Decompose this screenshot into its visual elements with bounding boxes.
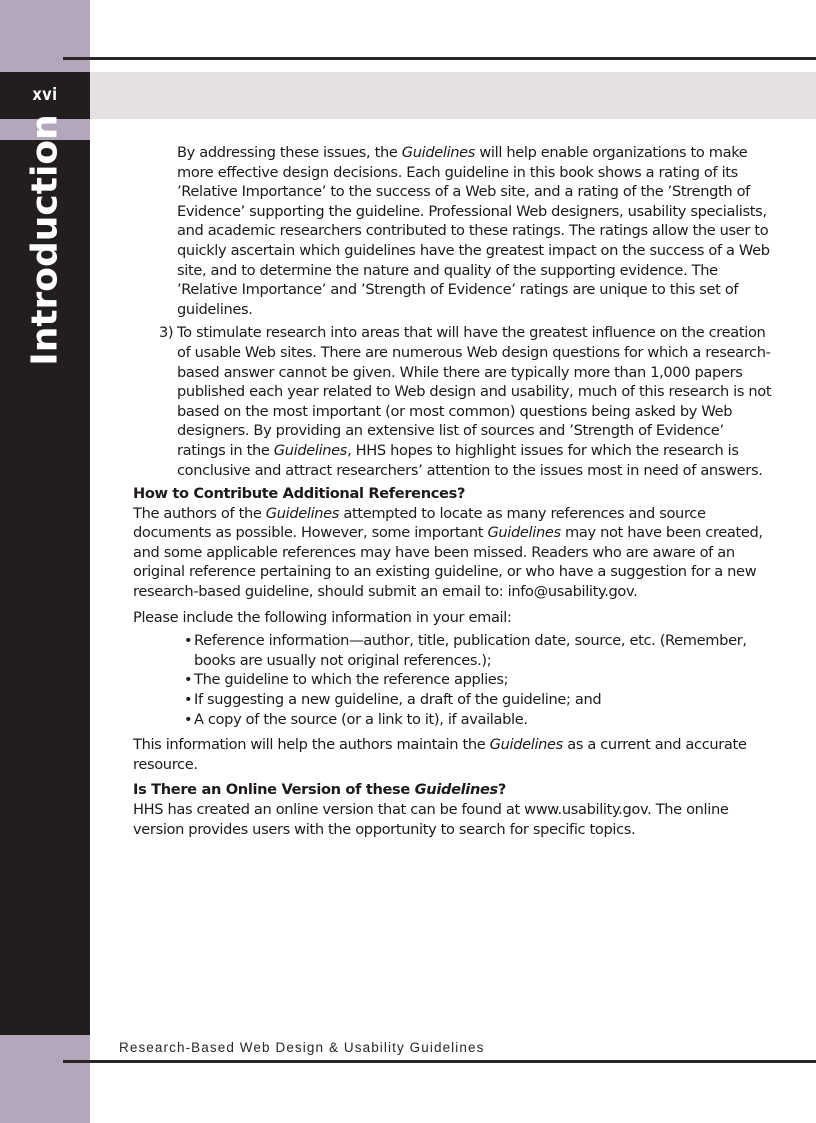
header-band bbox=[90, 72, 816, 119]
heading-contribute: How to Contribute Additional References? bbox=[133, 485, 466, 503]
item-number: 3) bbox=[159, 324, 174, 342]
paragraph-online: HHS has created an online version that can be found at www.usability.gov. The online version provides users with the opportunity to search for specific topics. bbox=[133, 801, 729, 838]
footer-title: Research-Based Web Design & Usability Guidelines bbox=[119, 1040, 485, 1055]
list-item: • Reference information—author, title, publication date, source, etc. (Remember, books are usually not original references.); bbox=[185, 631, 773, 670]
heading-online: Is There an Online Version of these Guidelines? bbox=[133, 781, 506, 799]
paragraph-include: Please include the following information in your email: bbox=[133, 608, 512, 626]
section-title: Introduction bbox=[24, 114, 66, 366]
page-body bbox=[133, 143, 773, 839]
footer-rule bbox=[63, 1060, 816, 1063]
guidelines-italic: Guidelines bbox=[401, 144, 476, 161]
list-item: • The guideline to which the reference applies; bbox=[185, 670, 773, 690]
paragraph-ratings: By addressing these issues, the Guidelines will help enable organizations to make more effective design decisions. Each guideline in this book shows a rating of its ’Relative Importance’ to the success of a Web site, and a rating of the ’Strength of Evidence’ supporting the guideline. Professional Web designers, usability specialists, and academic researchers contributed to these ratings. The ratings allow the user to quickly ascertain which guidelines have the greatest impact on the success of a Web site, and to determine the nature and quality of the supporting evidence. The ’Relative Importance’ and ’Strength of Evidence’ ratings are unique to this set of guidelines. bbox=[177, 144, 770, 318]
guidelines-italic: Guidelines bbox=[273, 441, 348, 459]
bullet-list bbox=[133, 631, 773, 729]
page-number: xvi bbox=[32, 85, 58, 105]
paragraph-contribute: The authors of the Guidelines attempted to locate as many references and source documents as possible. However, some important Guidelines may not have been created, and some applicable references may have been missed. Readers who are aware of an original reference pertaining to an existing guideline, or who have a suggestion for a new research-based guideline, should submit an email to: info@usability.gov. bbox=[133, 504, 763, 601]
numbered-item-3: 3) To stimulate research into areas that will have the greatest influence on the creation of usable Web sites. There are numerous Web design questions for which a research-based answer cannot be given. While there are typically more than 1,000 papers published each year related to Web design and usability, much of this research is not based on the most important (or most common) questions being asked by Web designers. By providing an extensive list of sources and ’Strength of Evidence’ ratings in the Guidelines, HHS hopes to highlight issues for which the research is conclusive and attract researchers’ attention to the issues most in need of answers. bbox=[159, 324, 772, 479]
paragraph-maintain: This information will help the authors maintain the Guidelines as a current and accurate resource. bbox=[133, 736, 747, 773]
header-rule bbox=[63, 57, 816, 60]
list-item: • A copy of the source (or a link to it), if available. bbox=[185, 710, 773, 730]
list-item: • If suggesting a new guideline, a draft of the guideline; and bbox=[185, 690, 773, 710]
